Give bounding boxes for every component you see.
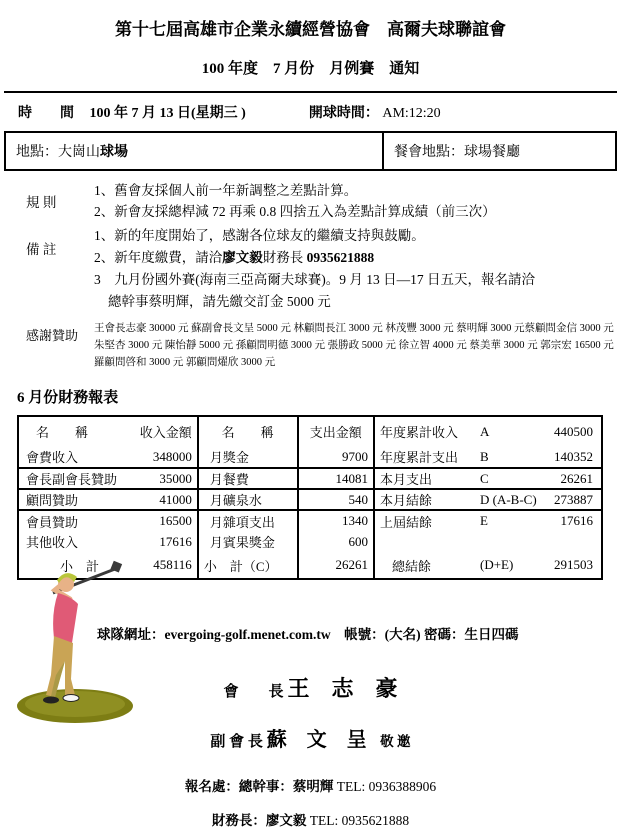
meal-location-cell xyxy=(384,133,615,169)
income-amount: 16500 xyxy=(159,513,192,528)
sponsors-section xyxy=(0,320,621,371)
summary-code: C xyxy=(479,470,489,486)
note-item-2-text: 2、新年度繳費，請洽 xyxy=(94,250,223,265)
tee-time-value: AM:12:20 xyxy=(382,106,441,121)
expense-amount-header: 支出金額 xyxy=(298,416,374,446)
account-info: 帳號：(大名) 密碼：生日四碼 xyxy=(330,627,519,642)
expense-name-header: 名 稱 xyxy=(198,416,298,446)
table-row xyxy=(18,446,602,468)
note-item-2-mid: 財務長 xyxy=(262,250,307,265)
signup-contact-tel: TEL: 0936388906 xyxy=(336,779,437,794)
summary-value: 440500 xyxy=(554,423,593,439)
location-label: 地點： xyxy=(16,145,58,160)
summary-code: (D+E) xyxy=(479,557,514,572)
income-amount: 41000 xyxy=(159,491,192,507)
location-value: 大崗山 xyxy=(58,145,100,160)
note-item-1: 1、新的年度開始了，感謝各位球友的繼續支持與鼓勵。 xyxy=(94,228,425,243)
expense-amount: 14081 xyxy=(298,468,374,489)
expense-name: 月餐費 xyxy=(209,472,249,487)
finance-report-heading: 6 月份財務報表 xyxy=(17,390,119,406)
note-item-3-line1: 3 九月份國外賽(海南三亞高爾夫球賽)。9 月 13 日—17 日五天，報名請洽 xyxy=(94,272,535,287)
income-name: 會費收入 xyxy=(26,450,79,465)
income-subtotal-amount: 458116 xyxy=(153,557,192,572)
sponsor-line-1: 王會長志豪 30000 元 蘇副會長文呈 5000 元 林顧問長江 3000 元 林茂豐 3000 元 蔡明輝 3000 元蔡顧問金信 3000 元 xyxy=(94,323,614,334)
rules-content xyxy=(94,180,621,222)
expense-name: 月雜項支出 xyxy=(209,514,275,530)
notes-section xyxy=(0,225,621,313)
income-name: 會長副會長贊助 xyxy=(26,472,118,487)
website-url: evergoing-golf.menet.com.tw xyxy=(164,627,331,642)
expense-name: 月礦泉水 xyxy=(209,493,262,508)
income-amount-header: 收入金額 xyxy=(139,425,192,440)
income-amount: 348000 xyxy=(152,448,192,464)
summary-label: 本月結餘 xyxy=(379,493,432,508)
location-value-bold: 球場 xyxy=(100,145,128,160)
info-table xyxy=(4,91,617,171)
time-value: 100 年 7 月 13 日(星期三 ) xyxy=(89,106,246,121)
invitation-text: 敬 邀 xyxy=(366,734,411,749)
rule-item-1: 1、舊會友採個人前一年新調整之差點計算。 xyxy=(94,183,358,198)
summary-value: 291503 xyxy=(554,557,593,572)
summary-label: 年度累計支出 xyxy=(379,450,458,465)
income-name: 會員贊助 xyxy=(26,514,79,530)
table-row xyxy=(18,416,602,446)
president-title: 會 長 xyxy=(223,684,284,700)
expense-name: 月賓果獎金 xyxy=(209,535,275,550)
table-row xyxy=(18,510,602,531)
location-row xyxy=(4,133,617,171)
expense-subtotal-label: 小 計（C） xyxy=(203,558,278,574)
website-line xyxy=(97,623,613,643)
golfer-clipart xyxy=(13,557,135,734)
summary-code: D (A-B-C) xyxy=(479,491,537,507)
summary-value: 140352 xyxy=(554,448,593,464)
income-name-header: 名 稱 xyxy=(36,425,89,440)
rules-section xyxy=(0,180,621,222)
sponsors-label: 感謝贊助 xyxy=(26,328,79,343)
summary-label: 本月支出 xyxy=(379,472,432,487)
signup-contact-line xyxy=(0,775,621,795)
note-item-3-line2: 總幹事蔡明輝，請先繳交訂金 5000 元 xyxy=(108,294,331,309)
summary-value: 273887 xyxy=(554,491,593,507)
expense-amount: 9700 xyxy=(298,446,374,468)
income-subtotal-label: 小 計 xyxy=(60,558,100,574)
table-row xyxy=(18,489,602,510)
location-cell xyxy=(6,133,384,169)
signup-contact-text: 報名處：總幹事：蔡明輝 xyxy=(184,779,337,794)
notes-content xyxy=(94,225,621,313)
sponsor-line-2: 朱堅杏 3000 元 陳怡靜 5000 元 孫顧問明德 3000 元 張勝政 5000 元 徐立智 4000 元 蔡美華 3000 元 郭宗宏 16500 元 xyxy=(94,340,614,351)
time-label: 時 間 xyxy=(18,106,74,121)
tee-time-label: 開球時間： xyxy=(308,106,379,121)
treasurer-phone: 0935621888 xyxy=(306,250,375,265)
golfer-swing-icon xyxy=(13,557,135,729)
expense-subtotal-amount: 26261 xyxy=(298,552,374,579)
summary-code: A xyxy=(479,423,490,439)
income-name: 其他收入 xyxy=(26,535,79,550)
summary-label: 總結餘 xyxy=(391,558,431,574)
expense-amount: 540 xyxy=(298,489,374,510)
rules-label: 規 則 xyxy=(26,195,57,210)
summary-code: E xyxy=(479,513,488,528)
website-label: 球隊網址： xyxy=(97,627,165,642)
treasurer-contact-text: 財務長：廖文毅 xyxy=(211,813,310,828)
summary-value: 17616 xyxy=(560,513,593,528)
document-subtitle: 100 年度 7 月份 月例賽 通知 xyxy=(201,61,420,77)
income-amount: 35000 xyxy=(159,470,192,486)
notes-label: 備 註 xyxy=(26,242,57,257)
sponsor-line-3: 羅顧問啓和 3000 元 郭顧問燿欣 3000 元 xyxy=(94,357,276,368)
meal-location-label: 餐會地點： xyxy=(394,145,464,160)
income-amount: 17616 xyxy=(159,533,192,549)
expense-amount: 600 xyxy=(298,531,374,552)
meal-location-value: 球場餐廳 xyxy=(464,145,520,160)
summary-label: 上屆結餘 xyxy=(379,514,432,530)
summary-code: B xyxy=(479,448,489,464)
treasurer-name: 廖文毅 xyxy=(222,250,263,265)
note-item-2 xyxy=(94,247,615,269)
treasurer-contact-tel: TEL: 0935621888 xyxy=(309,813,410,828)
finance-table xyxy=(17,415,603,580)
president-name: 王 志 豪 xyxy=(287,676,398,701)
summary-label: 年度累計收入 xyxy=(379,425,458,440)
expense-amount: 1340 xyxy=(298,510,374,531)
document-title: 第十七屆高雄市企業永續經營協會 高爾夫球聯誼會 xyxy=(115,20,506,39)
expense-name: 月獎金 xyxy=(209,450,249,465)
time-row xyxy=(4,93,617,133)
treasurer-contact-line xyxy=(0,809,621,829)
summary-value: 26261 xyxy=(560,470,593,486)
income-name: 顧問贊助 xyxy=(26,493,79,508)
table-row xyxy=(18,468,602,489)
sponsors-content xyxy=(94,320,621,371)
table-row xyxy=(18,531,602,552)
rule-item-2: 2、新會友採總桿減 72 再乘 0.8 四捨五入為差點計算成績（前三次） xyxy=(94,204,496,219)
vice-president-title: 副 會 長 xyxy=(210,734,267,750)
vice-president-name: 蘇 文 呈 xyxy=(266,729,367,751)
